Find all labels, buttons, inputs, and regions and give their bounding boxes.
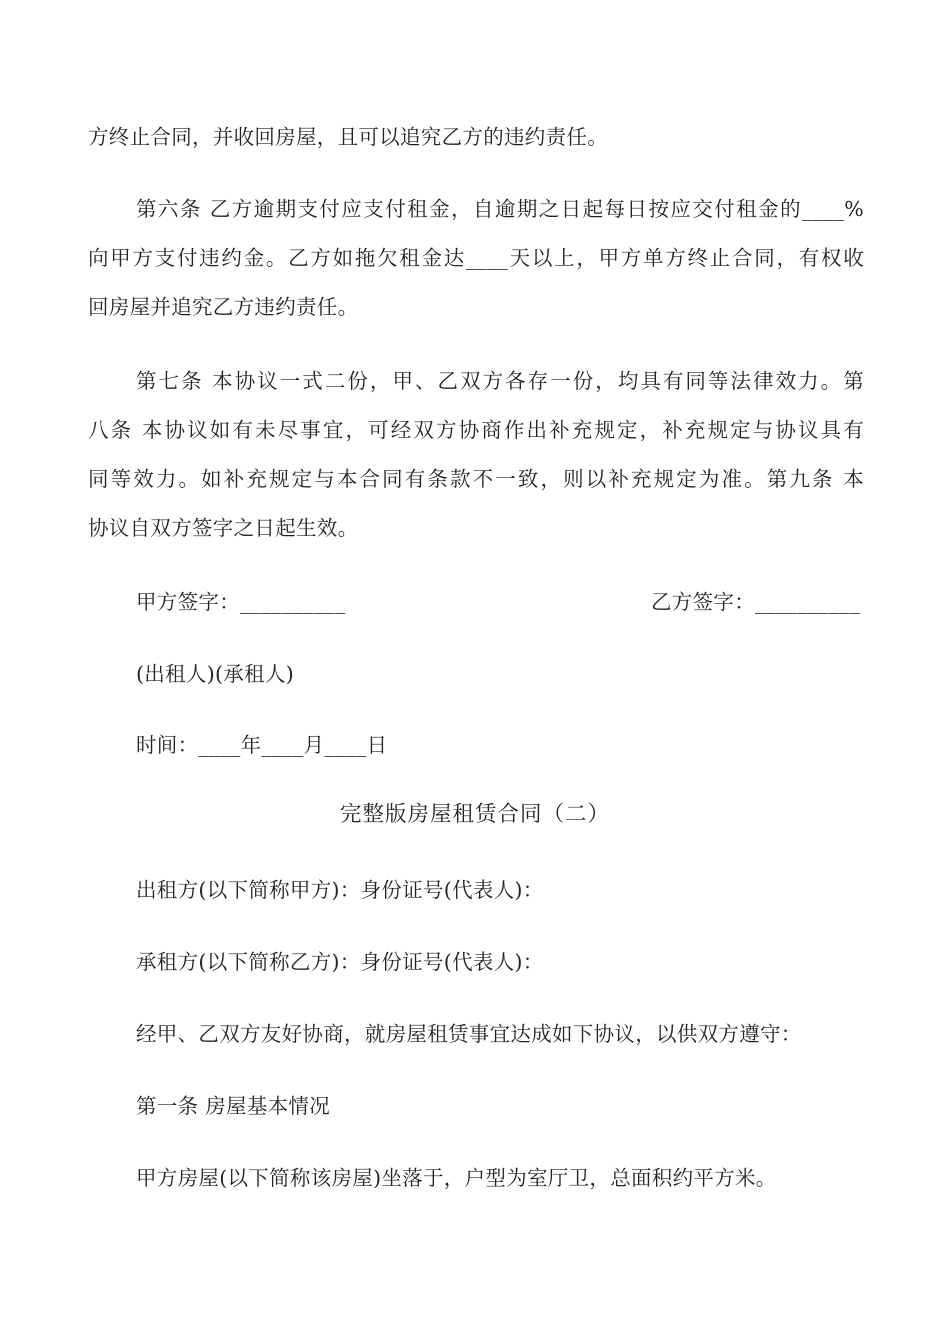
date-line: 时间：____年____月____日 bbox=[136, 733, 388, 757]
article-7-line-2: 八条 本协议如有未尽事宜，可经双方协商作出补充规定，补充规定与协议具有 bbox=[88, 418, 864, 442]
article-6-line-3: 回房屋并追究乙方违约责任。 bbox=[88, 295, 359, 319]
article-1-heading: 第一条 房屋基本情况 bbox=[136, 1094, 331, 1118]
article-6-line-1: 第六条 乙方逾期支付应支付租金，自逾期之日起每日按应交付租金的____% bbox=[136, 197, 864, 221]
lessor-line: 出租方(以下简称甲方)：身份证号(代表人)： bbox=[136, 878, 544, 902]
section-title: 完整版房屋租赁合同（二） bbox=[339, 802, 610, 827]
intro-line: 经甲、乙双方友好协商，就房屋租赁事宜达成如下协议，以供双方遵守： bbox=[136, 1022, 802, 1046]
article-1-text: 甲方房屋(以下简称该房屋)坐落于，户型为室厅卫，总面积约平方米。 bbox=[136, 1166, 777, 1190]
article-6-line-2: 向甲方支付违约金。乙方如拖欠租金达____天以上，甲方单方终止合同，有权收 bbox=[88, 246, 864, 270]
article-7-line-1: 第七条 本协议一式二份，甲、乙双方各存一份，均具有同等法律效力。第 bbox=[136, 369, 864, 393]
party-roles: (出租人)(承租人) bbox=[136, 662, 294, 686]
article-7-line-4: 协议自双方签字之日起生效。 bbox=[88, 516, 359, 540]
party-a-signature: 甲方签字：__________ bbox=[136, 590, 346, 614]
article-7-line-3: 同等效力。如补充规定与本合同有条款不一致，则以补充规定为准。第九条 本 bbox=[88, 467, 864, 491]
paragraph-continuation: 方终止合同，并收回房屋，且可以追究乙方的违约责任。 bbox=[88, 125, 608, 149]
lessee-line: 承租方(以下简称乙方)：身份证号(代表人)： bbox=[136, 950, 544, 974]
party-b-signature: 乙方签字：__________ bbox=[651, 590, 861, 614]
